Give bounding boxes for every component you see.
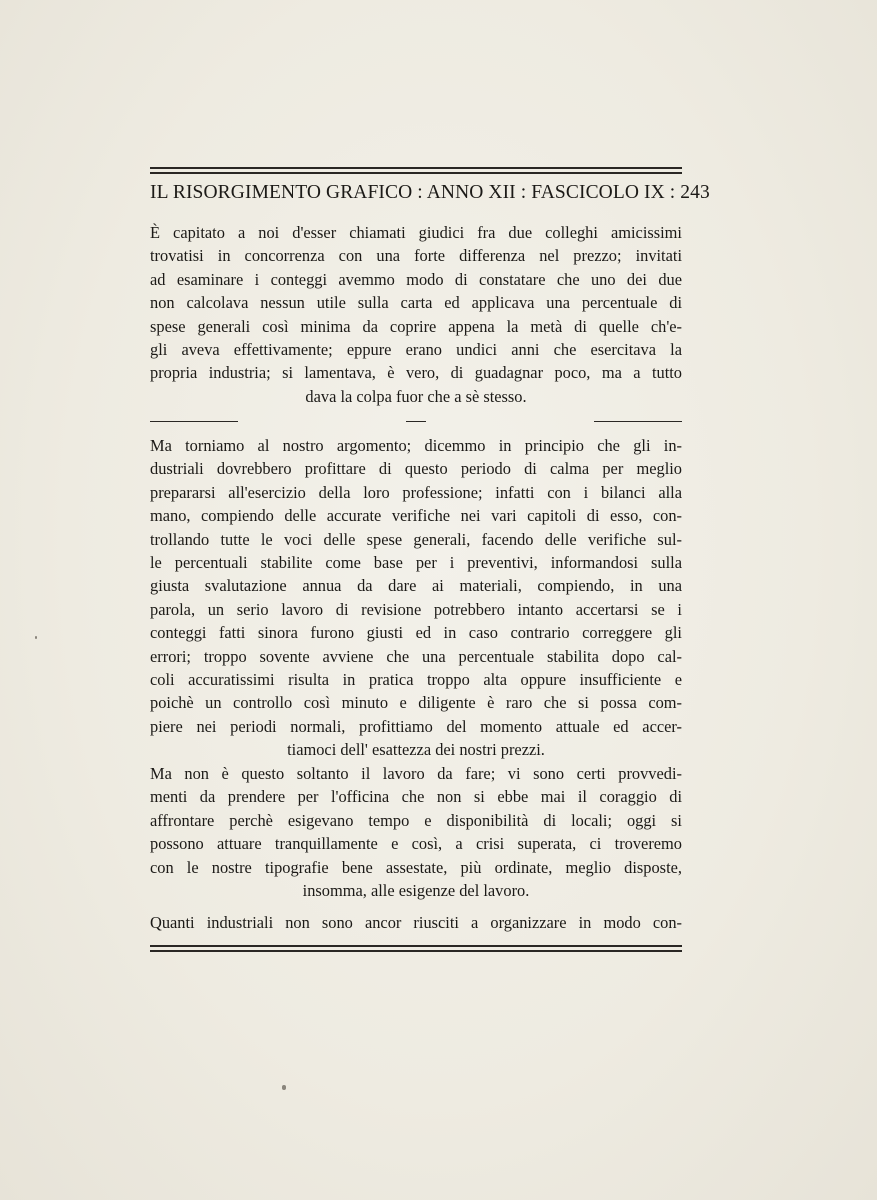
- text-line: mano, compiendo delle accurate verifiche nei vari capitoli di esso, con-: [150, 506, 682, 526]
- text-line: poichè un controllo così minuto e diligente è raro che si possa com-: [150, 693, 682, 713]
- paragraph-2: [150, 434, 682, 761]
- text-line: le percentuali stabilite come base per i preventivi, informandosi sulla: [150, 552, 682, 572]
- paper-speck: [282, 1085, 286, 1090]
- paragraph-1: [150, 221, 682, 408]
- text-line: errori; troppo sovente avviene che una percentuale stabilita dopo cal-: [150, 646, 682, 666]
- text-line: coli accuratissimi risulta in pratica troppo alta oppure insufficiente e: [150, 669, 682, 689]
- text-line: trovatisi in concorrenza con una forte differenza nel prezzo; invitati: [150, 246, 682, 266]
- text-line: dustriali dovrebbero profittare di questo periodo di calma per meglio: [150, 459, 682, 479]
- paper-speck: [35, 636, 37, 639]
- running-head: IL RISORGIMENTO GRAFICO : ANNO XII : FASCICOLO IX : 243: [150, 182, 710, 203]
- text-line: affrontare perchè esigevano tempo e disponibilità di locali; oggi si: [150, 810, 682, 830]
- text-line: Ma non è questo soltanto il lavoro da fare; vi sono certi provvedi-: [150, 764, 682, 783]
- paragraph-3: [150, 762, 682, 902]
- text-line: spese generali così minima da coprire appena la metà di quelle ch'e-: [150, 316, 682, 336]
- text-line: dava la colpa fuor che a sè stesso.: [305, 386, 527, 406]
- text-line: conteggi fatti sinora furono giusti ed in caso contrario correggere gli: [150, 623, 682, 643]
- separator-rule-center: [406, 421, 426, 422]
- text-line: trollando tutte le voci delle spese generali, facendo delle verifiche sul-: [150, 529, 682, 549]
- top-double-rule: [150, 167, 682, 174]
- paragraph-4: [150, 911, 682, 934]
- separator-rule-left: [150, 421, 238, 422]
- bottom-double-rule: [150, 945, 682, 952]
- text-line: con le nostre tipografie bene assestate, più ordinate, meglio disposte,: [150, 857, 682, 877]
- text-line: menti da prendere per l'officina che non si ebbe mai il coraggio di: [150, 787, 682, 807]
- section-separator: [150, 421, 682, 423]
- text-line: parola, un serio lavoro di revisione potrebbero intanto accertarsi se i: [150, 599, 682, 619]
- text-line: possono attuare tranquillamente e così, a crisi superata, ci troveremo: [150, 834, 682, 854]
- text-line: gli aveva effettivamente; eppure erano undici anni che esercitava la: [150, 339, 682, 359]
- text-line: insomma, alle esigenze del lavoro.: [302, 880, 530, 900]
- text-line: prepararsi all'esercizio della loro professione; infatti con i bilanci alla: [150, 482, 682, 502]
- text-line: tiamoci dell' esattezza dei nostri prezzi.: [287, 740, 545, 760]
- text-line: ad esaminare i conteggi avemmo modo di constatare che uno dei due: [150, 269, 682, 289]
- text-line: piere nei periodi normali, profittiamo del momento attuale ed accer-: [150, 716, 682, 736]
- text-line: È capitato a noi d'esser chiamati giudici fra due colleghi amicissimi: [150, 223, 682, 242]
- separator-rule-right: [594, 421, 682, 422]
- text-line: propria industria; si lamentava, è vero, di guadagnar poco, ma a tutto: [150, 363, 682, 383]
- text-line: Ma torniamo al nostro argomento; dicemmo in principio che gli in-: [150, 436, 682, 455]
- text-line: Quanti industriali non sono ancor riusciti a organizzare in modo con-: [150, 913, 682, 932]
- text-line: giusta svalutazione annua da dare ai materiali, compiendo, in una: [150, 576, 682, 596]
- text-line: non calcolava nessun utile sulla carta ed applicava una percentuale di: [150, 293, 682, 313]
